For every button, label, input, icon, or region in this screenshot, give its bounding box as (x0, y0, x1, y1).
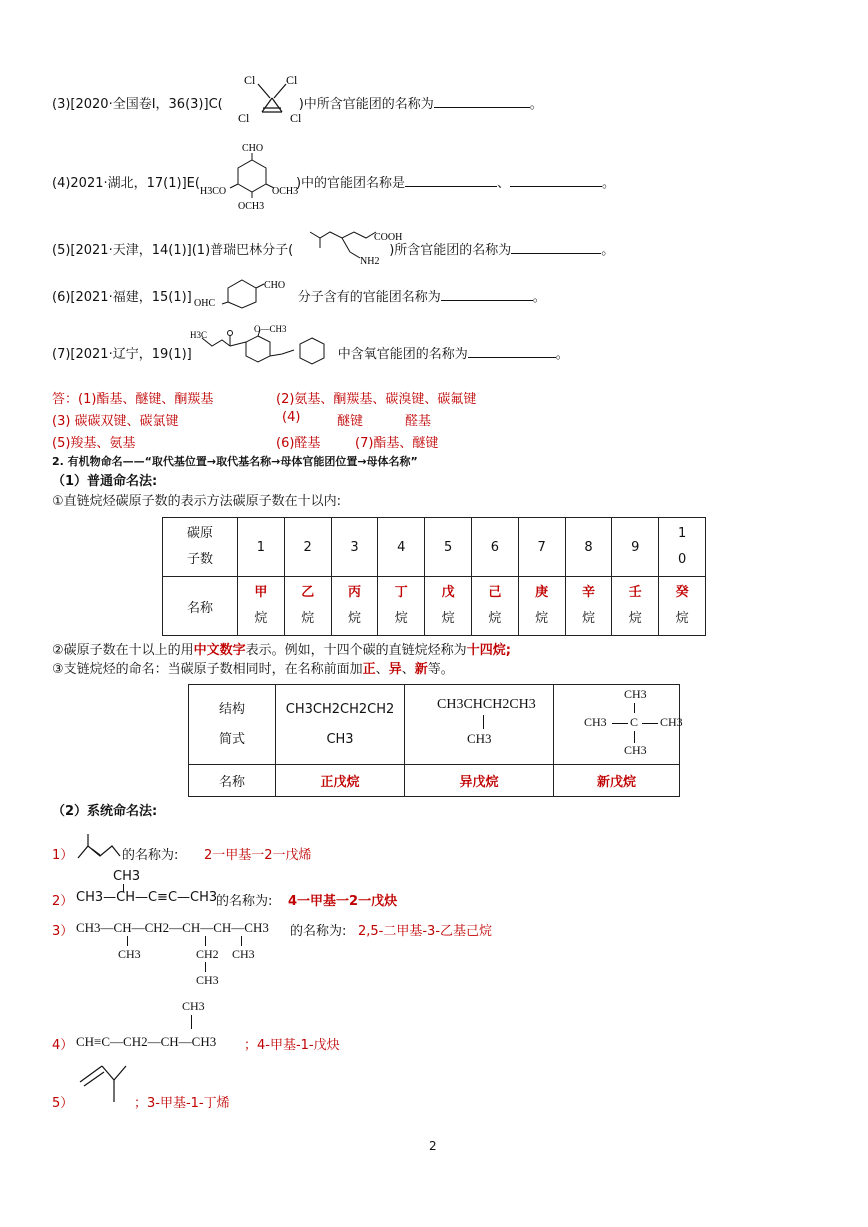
question-6: (6)[2021·福建，15(1)] 分子含有的官能团名称为 。 (52, 290, 546, 305)
terephthalaldehyde-structure (192, 276, 300, 310)
carbon-count-header: 碳原 子数 (163, 518, 238, 577)
alkane-name-cell: 壬 烷 (612, 577, 659, 636)
carbon-count-cell: 9 (612, 518, 659, 577)
item-1-number: 1） (52, 848, 74, 863)
item-4-formula: CH≡C—CH2—CH—CH3 (76, 1034, 217, 1049)
carbon-count-cell: 1 0 (659, 518, 706, 577)
alkane-name-cell: 己 烷 (471, 577, 518, 636)
trimethoxybenzaldehyde-structure (200, 140, 304, 216)
rule-1: ①直链烷烃碳原子数的表示方法碳原子数在十以内: (52, 494, 342, 509)
item-2-branch: CH3 (113, 869, 141, 884)
item-1-text: 的名称为: (122, 848, 179, 863)
answer-4-a: 醚键 (337, 414, 364, 429)
carbon-count-cell: 4 (378, 518, 425, 577)
neopentane-structure: CH3 CH3 C CH3 CH3 (554, 685, 680, 765)
h3c-label: H3C (190, 330, 208, 340)
alkane-name-cell: 乙 烷 (284, 577, 331, 636)
question-3: (3)[2020·全国卷Ⅰ，36(3)]C( )中所含官能团的名称为 。 (52, 97, 543, 112)
item-2-text: 的名称为: (216, 894, 273, 909)
answers-line-2: (3) 碳碳双键、碳氯键 (52, 414, 179, 429)
carbon-count-cell: 5 (425, 518, 472, 577)
item-3-text: 的名称为: (290, 924, 347, 939)
item-3-answer: 2,5-二甲基-3-乙基己烷 (358, 924, 493, 939)
h3co-label: H3CO (200, 186, 227, 197)
neopentane-name: 新戊烷 (554, 765, 680, 797)
name-header: 名称 (189, 765, 276, 797)
item-3-branch: CH2 (196, 947, 219, 961)
carbon-count-cell: 2 (284, 518, 331, 577)
cyclopropene-structure (232, 70, 312, 128)
item-5-skeletal-structure (74, 1062, 130, 1108)
cho-label: CHO (242, 143, 264, 154)
name-header: 名称 (163, 577, 238, 636)
n-pentane-name: 正戊烷 (276, 765, 405, 797)
answer-blank[interactable] (511, 241, 601, 254)
question-5: (5)[2021·天津，14(1)](1)普瑞巴林分子( )所含官能团的名称为 。 (52, 243, 615, 258)
och3-label: OCH3 (238, 201, 265, 212)
answer-6: (6)醛基 (276, 436, 321, 451)
item-2-formula: CH3—CH—C≡C—CH3 (76, 890, 218, 905)
answer-4-b: 醛基 (405, 414, 432, 429)
carbon-count-cell: 7 (518, 518, 565, 577)
n-pentane-structure: CH3CH2CH2CH2 CH3 (276, 685, 405, 765)
answer-blank[interactable] (510, 174, 602, 187)
item-4-number: 4） (52, 1038, 74, 1053)
item-3-branch: CH3 (196, 973, 219, 987)
alkane-name-cell: 甲 烷 (238, 577, 285, 636)
alkane-name-cell: 庚 烷 (518, 577, 565, 636)
cl-label: Cl (244, 73, 256, 87)
carbon-count-cell: 1 (238, 518, 285, 577)
alkane-name-cell: 丁 烷 (378, 577, 425, 636)
o-ch3-label: O—CH3 (254, 324, 287, 334)
answer-blank[interactable] (468, 345, 556, 358)
cooh-label: COOH (374, 232, 403, 243)
answer-4-label: (4) (282, 410, 301, 425)
item-1-answer: 2一甲基一2一戊烯 (204, 848, 312, 863)
rule-3: ③支链烷烃的命名：当碳原子数相同时，在名称前面加正、异、新等。 (52, 662, 454, 677)
pentane-isomers-table (188, 684, 683, 797)
answer-blank[interactable] (441, 288, 533, 301)
pregabalin-structure (306, 222, 406, 268)
carbon-count-cell: 8 (565, 518, 612, 577)
item-4-branch: CH3 (182, 999, 205, 1013)
alkane-name-cell: 辛 烷 (565, 577, 612, 636)
section-2-heading: 2. 有机物命名——“取代基位置→取代基名称→母体官能团位置→母体名称” (52, 455, 418, 468)
cl-label: Cl (238, 111, 250, 125)
structure-header: 结构 简式 (189, 685, 276, 765)
answer-7: (7)酯基、醚键 (355, 436, 439, 451)
carbon-count-cell: 6 (471, 518, 518, 577)
answers-line-1: 答：(1)酯基、醚键、酮羰基 (52, 392, 214, 407)
answer-5: (5)羧基、氨基 (52, 436, 136, 451)
answer-blank[interactable] (405, 174, 497, 187)
nh2-label: NH2 (360, 256, 380, 267)
cho-label: CHO (264, 280, 286, 291)
item-5-number: 5） (52, 1096, 74, 1111)
answer-blank[interactable] (434, 95, 530, 108)
alkane-name-cell: 癸 烷 (659, 577, 706, 636)
carbon-count-cell: 3 (331, 518, 378, 577)
item-4-answer: ；4-甲基-1-戊炔 (244, 1038, 340, 1053)
common-naming-heading: （1）普通命名法: (52, 474, 158, 489)
page-number: 2 (429, 1139, 437, 1153)
cl-label: Cl (286, 73, 298, 87)
question-4: (4)2021·湖北，17(1)]E( )中的官能团名称是 、 。 (52, 176, 616, 191)
ester-ether-structure (190, 324, 338, 372)
och3-label: OCH3 (272, 186, 299, 197)
isopentane-name: 异戊烷 (405, 765, 554, 797)
isopentane-structure: CH3CHCH2CH3 CH3 (405, 685, 554, 765)
item-2-answer: 4一甲基一2一戊炔 (288, 894, 398, 909)
item-3-branch: CH3 (232, 947, 255, 961)
item-3-main-chain: CH3—CH—CH2—CH—CH—CH3 (76, 920, 269, 935)
item-5-answer: ；3-甲基-1-丁烯 (134, 1096, 230, 1111)
alkane-name-table (162, 517, 706, 636)
alkane-name-cell: 戊 烷 (425, 577, 472, 636)
rule-2: ②碳原子数在十以上的用中文数字表示。例如，十四个碳的直链烷烃称为十四烷; (52, 643, 511, 658)
alkane-name-cell: 丙 烷 (331, 577, 378, 636)
item-1-skeletal-structure (74, 832, 122, 860)
systematic-naming-heading: （2）系统命名法: (52, 804, 158, 819)
item-3-branch: CH3 (118, 947, 141, 961)
item-2-number: 2） (52, 894, 74, 909)
answers-line-1b: (2)氨基、酮羰基、碳溴键、碳氟键 (276, 392, 477, 407)
ohc-label: OHC (194, 298, 216, 309)
cl-label: Cl (290, 111, 302, 125)
question-7: (7)[2021·辽宁，19(1)] 中含氧官能团的名称为 。 (52, 347, 569, 362)
item-3-number: 3） (52, 924, 74, 939)
